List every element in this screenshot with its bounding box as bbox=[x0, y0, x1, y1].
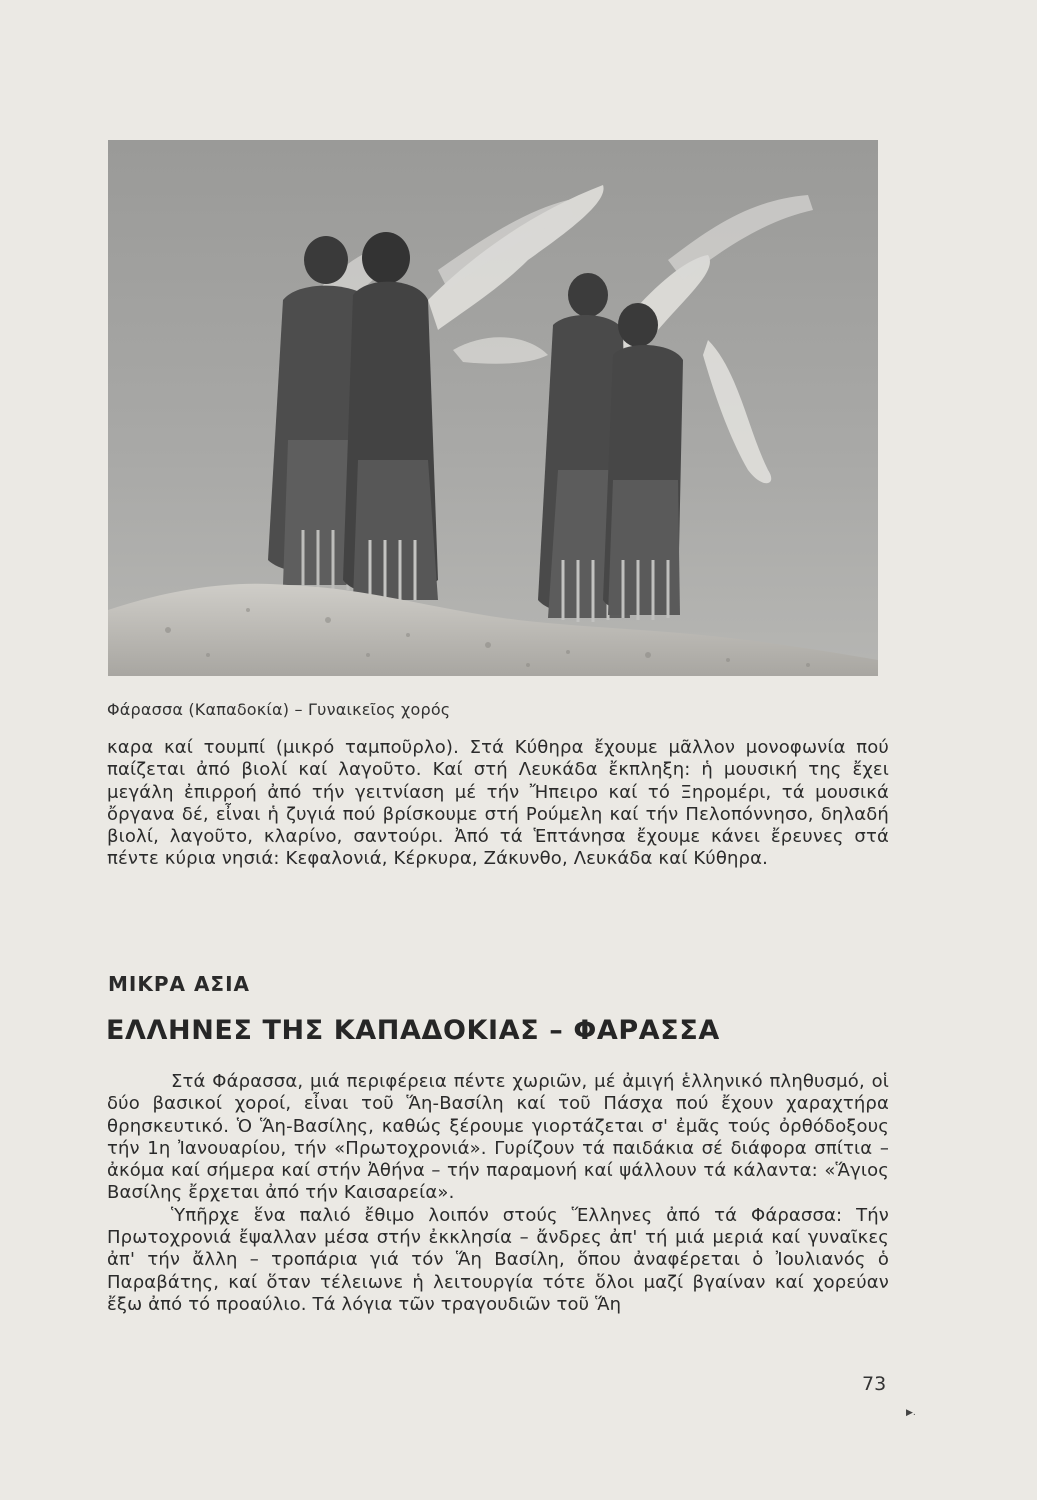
section-title: ΕΛΛΗΝΕΣ ΤΗΣ ΚΑΠΑΔΟΚΙΑΣ – ΦΑΡΑΣΣΑ bbox=[106, 1015, 720, 1046]
page-number: 73 bbox=[862, 1373, 887, 1395]
photo-caption: Φάρασσα (Καπαδοκία) – Γυναικεῖος χορός bbox=[107, 700, 451, 719]
body-paragraph-1: Στά Φάρασσα, μιά περιφέρεια πέντε χωριῶν, μέ ἀμιγή ἑλληνικό πληθυσμό, οἱ δύο βασικοί χοροί, εἶναι τοῦ Ἅη-Βασίλη καί τοῦ Πάσχα πού ἔχουν χαραχτήρα θρησκευτικό. Ὁ Ἅη-Βασίλης, καθώς ξέρουμε γιορτάζεται σ' ἐμᾶς τούς ὀρθόδοξους τήν 1η Ἰανουαρίου, τήν «Πρωτοχρονιά». Γυρίζουν τά παιδάκια σέ διάφορα σπίτια – ἀκόμα καί σήμερα καί στήν Ἀθήνα – τήν παραμονή καί ψάλλουν τά κάλαντα: «Ἅγιος Βασίλης ἔρχεται ἀπό τήν Καισαρεία». bbox=[107, 1071, 889, 1204]
page-mark: ▶. bbox=[906, 1408, 916, 1418]
dancers-photo bbox=[108, 140, 878, 676]
body-text bbox=[107, 1071, 889, 1316]
intro-paragraph-text: καρα καί τουμπί (μικρό ταμποῦρλο). Στά Κύθηρα ἔχουμε μᾶλλον μονοφωνία πού παίζεται ἀπό βιολί καί λαγοῦτο. Καί στή Λευκάδα ἔκπληξη: ἡ μουσική της ἔχει μεγάλη ἐπιρροή ἀπό τήν γειτνίαση μέ τήν Ἤπειρο καί τό Ξηρομέρι, τά μουσικά ὄργανα δέ, εἶναι ἡ ζυγιά πού βρίσκουμε στή Ρούμελη καί τήν Πελοπόννησο, δηλαδή βιολί, λαγοῦτο, κλαρίνο, σαντούρι. Ἀπό τά Ἑπτάνησα ἔχουμε κάνει ἔρευνες στά πέντε κύρια νησιά: Κεφαλονιά, Κέρκυρα, Ζάκυνθο, Λευκάδα καί Κύθηρα. bbox=[107, 737, 889, 870]
section-label: ΜΙΚΡΑ ΑΣΙΑ bbox=[108, 972, 251, 996]
intro-paragraph bbox=[107, 737, 889, 871]
photo-illustration bbox=[108, 140, 878, 676]
body-paragraph-2: Ὑπῆρχε ἕνα παλιό ἔθιμο λοιπόν στούς Ἕλληνες ἀπό τά Φάρασσα: Τήν Πρωτοχρονιά ἔψαλλαν μέσα στήν ἐκκλησία – ἄνδρες ἀπ' τή μιά μεριά καί γυναῖκες ἀπ' τήν ἄλλη – τροπάρια γιά τόν Ἅη Βασίλη, ὅπου ἀναφέρεται ὁ Ἰουλιανός ὁ Παραβάτης, καί ὅταν τέλειωνε ἡ λειτουργία τότε ὅλοι μαζί βγαίναν καί χορεύαν ἔξω ἀπό τό προαύλιο. Τά λόγια τῶν τραγουδιῶν τοῦ Ἅη bbox=[107, 1204, 889, 1315]
